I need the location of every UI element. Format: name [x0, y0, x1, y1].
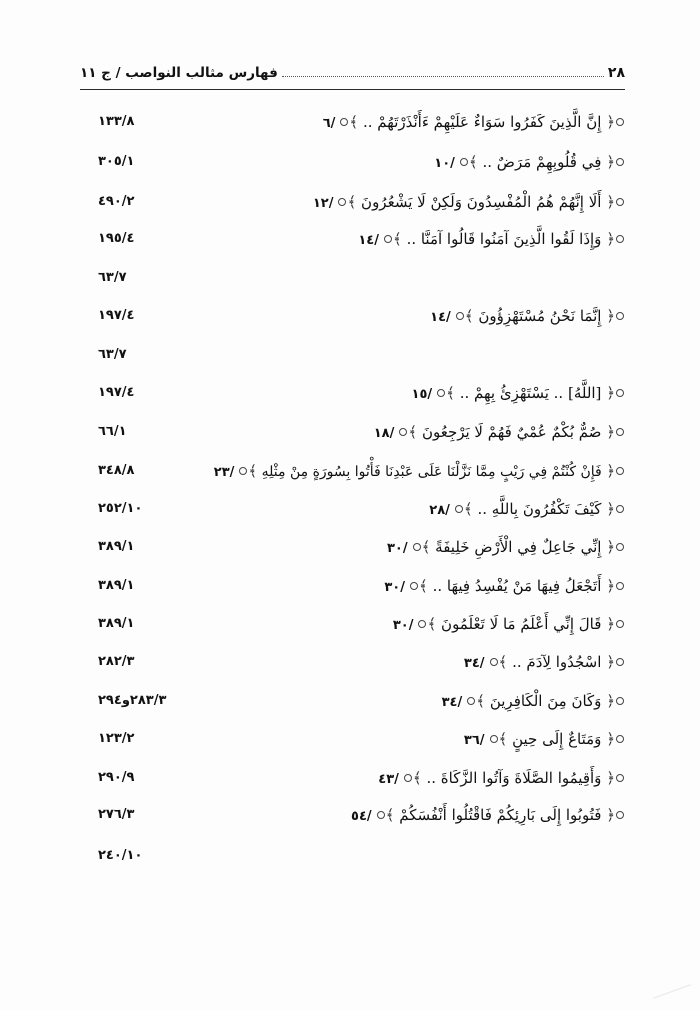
ornament-dot-icon — [616, 620, 624, 628]
index-entry — [90, 612, 625, 636]
index-entry — [90, 574, 625, 598]
ornate-close-bracket: ﴾ — [463, 500, 473, 518]
ornate-close-bracket: ﴾ — [385, 806, 395, 824]
header-rule — [80, 89, 625, 90]
ayah-number: /٣٤ — [463, 656, 485, 671]
ornate-open-bracket: ﴿ — [606, 538, 615, 556]
volume-page-reference: ٣٤٨/٨ — [98, 463, 135, 478]
verse-text: فَتُوبُوا إِلَى بَارِئِكُمْ فَاقْتُلُوا أَنْفُسَكُمْ — [399, 806, 602, 824]
index-entry — [90, 304, 625, 328]
index-entry — [90, 727, 625, 751]
ornate-close-bracket: ﴾ — [347, 193, 357, 211]
volume-page-reference: ٦٣/٧ — [98, 347, 127, 362]
volume-page-reference: ١٣٣/٨ — [98, 114, 135, 129]
ornate-close-bracket: ﴾ — [349, 113, 359, 131]
volume-page-reference: ١٩٧/٤ — [98, 385, 135, 400]
ornament-dot-icon — [437, 389, 445, 397]
ornament-dot-icon — [338, 198, 346, 206]
verse-text: كَيْفَ تَكْفُرُونَ بِاللَّهِ .. — [477, 500, 602, 518]
ornate-open-bracket: ﴿ — [606, 384, 615, 402]
ayah-number: /٣٦ — [463, 733, 485, 748]
quran-verse — [351, 803, 625, 829]
verse-text: إِنَّمَا نَحْنُ مُسْتَهْزِؤُونَ — [478, 307, 602, 325]
verse-text: وَأَقِيمُوا الصَّلَاةَ وَآتُوا الزَّكَاةَ .. — [426, 769, 602, 787]
index-entry — [90, 227, 625, 251]
running-header — [80, 60, 625, 86]
quran-verse — [214, 459, 625, 485]
quran-verse — [313, 190, 625, 216]
verse-text: صُمٌّ بُكْمٌ عُمْيٌ فَهُمْ لَا يَرْجِعُونَ — [421, 423, 602, 441]
ornate-open-bracket: ﴿ — [606, 577, 615, 595]
ornament-dot-icon — [404, 774, 412, 782]
verse-text: أَلَا إِنَّهُمْ هُمُ الْمُفْسِدُونَ وَلَكِنْ لَا يَشْعُرُونَ — [361, 193, 602, 211]
dot-leader — [282, 76, 604, 77]
ornament-dot-icon — [616, 658, 624, 666]
running-title: فهارس مثالب النواصب / ج ١١ — [80, 65, 278, 81]
quran-verse — [434, 150, 625, 176]
ornate-close-bracket: ﴾ — [392, 230, 402, 248]
ornate-close-bracket: ﴾ — [446, 384, 455, 402]
quran-verse — [412, 381, 625, 407]
volume-page-reference: ٢٨٢/٣ — [98, 654, 135, 669]
index-entry — [90, 766, 625, 790]
ornament-dot-icon — [616, 811, 624, 819]
ayah-number: /٣٤ — [441, 695, 463, 710]
ayah-number: /٥٤ — [351, 809, 372, 824]
ayah-number: /٤٣ — [378, 772, 399, 787]
ornate-close-bracket: ﴾ — [498, 653, 508, 671]
volume-page-reference: ٦٦/١ — [98, 424, 127, 439]
ornate-open-bracket: ﴿ — [606, 153, 615, 171]
ornate-close-bracket: ﴾ — [412, 769, 422, 787]
quran-verse — [430, 304, 625, 330]
ornate-close-bracket: ﴾ — [248, 462, 258, 480]
ayah-number: /٢٨ — [429, 503, 450, 518]
index-entry — [90, 689, 625, 713]
ornate-close-bracket: ﴾ — [421, 538, 431, 556]
ornament-dot-icon — [616, 735, 624, 743]
volume-page-reference: ٢٤٠/١٠ — [98, 848, 143, 863]
ayah-number: /٣٠ — [392, 618, 414, 633]
index-entry — [90, 266, 625, 290]
quran-verse — [464, 650, 625, 676]
ornament-dot-icon — [616, 467, 624, 475]
volume-page-reference: ٦٣/٧ — [98, 270, 127, 285]
ornament-dot-icon — [413, 543, 421, 551]
ornate-close-bracket: ﴾ — [464, 307, 474, 325]
ornament-dot-icon — [467, 697, 475, 705]
index-entry — [90, 497, 625, 521]
volume-page-reference: ٢٩٠/٩ — [98, 770, 135, 785]
volume-page-reference: ٢٨٣/٣و٢٩٤ — [98, 693, 167, 708]
ornate-close-bracket: ﴾ — [408, 423, 418, 441]
ornate-open-bracket: ﴿ — [606, 653, 615, 671]
verse-text: إِنَّ الَّذِينَ كَفَرُوا سَوَاءٌ عَلَيْهِمْ ءَأَنْذَرْتَهُمْ .. — [363, 113, 602, 131]
ayah-number: /١٥ — [411, 387, 433, 402]
ornament-dot-icon — [616, 312, 624, 320]
quran-verse — [464, 727, 625, 753]
ornate-open-bracket: ﴿ — [606, 423, 615, 441]
ornate-open-bracket: ﴿ — [606, 462, 615, 480]
index-entry — [90, 459, 625, 483]
ornament-dot-icon — [410, 582, 418, 590]
ornament-dot-icon — [490, 735, 498, 743]
ornate-open-bracket: ﴿ — [606, 307, 615, 325]
quran-verse — [323, 110, 625, 136]
ayah-number: /٢٣ — [213, 465, 235, 480]
verse-text: فِي قُلُوبِهِمْ مَرَضٌ .. — [482, 153, 602, 171]
index-entry — [90, 420, 625, 444]
ornament-dot-icon — [456, 312, 464, 320]
ornate-close-bracket: ﴾ — [498, 730, 508, 748]
ornament-dot-icon — [616, 158, 624, 166]
ornament-dot-icon — [490, 658, 498, 666]
ornate-open-bracket: ﴿ — [606, 730, 615, 748]
volume-page-reference: ٣٨٩/١ — [98, 539, 135, 554]
ornament-dot-icon — [616, 774, 624, 782]
ornament-dot-icon — [616, 505, 624, 513]
ornament-dot-icon — [460, 158, 468, 166]
ornament-dot-icon — [616, 543, 624, 551]
volume-page-reference: ٣٠٥/١ — [98, 154, 135, 169]
quran-verse — [387, 535, 625, 561]
ayah-number: /١٠ — [434, 156, 455, 171]
verse-text: [اللَّهُ] .. يَسْتَهْزِئُ بِهِمْ .. — [459, 384, 602, 402]
ornate-close-bracket: ﴾ — [476, 692, 486, 710]
index-entry — [90, 110, 625, 134]
verse-text: وَإِذَا لَقُوا الَّذِينَ آمَنُوا قَالُوا آمَنَّا .. — [406, 230, 602, 248]
ornate-open-bracket: ﴿ — [606, 692, 615, 710]
page-number: ٢٨ — [607, 65, 625, 81]
ornament-dot-icon — [384, 235, 392, 243]
ayah-number: /١٤ — [358, 233, 379, 248]
ornament-dot-icon — [377, 811, 385, 819]
ayah-number: /٦ — [322, 116, 336, 131]
volume-page-reference: ٢٥٢/١٠ — [98, 501, 143, 516]
ornate-open-bracket: ﴿ — [606, 500, 615, 518]
ornate-close-bracket: ﴾ — [468, 153, 478, 171]
quran-verse — [378, 766, 625, 792]
ornate-open-bracket: ﴿ — [606, 113, 615, 131]
quran-verse — [374, 420, 625, 446]
verse-text: إِنِّي جَاعِلٌ فِي الْأَرْضِ خَلِيفَةً — [435, 538, 602, 556]
quran-verse — [429, 497, 625, 523]
ornament-dot-icon — [616, 697, 624, 705]
ornament-dot-icon — [616, 235, 624, 243]
volume-page-reference: ١٢٣/٢ — [98, 731, 135, 746]
ornament-dot-icon — [399, 428, 407, 436]
ornate-open-bracket: ﴿ — [606, 806, 615, 824]
ornate-open-bracket: ﴿ — [606, 230, 615, 248]
volume-page-reference: ٣٨٩/١ — [98, 578, 135, 593]
verse-text: قَالَ إِنِّي أَعْلَمُ مَا لَا تَعْلَمُونَ — [441, 615, 602, 633]
quran-verse — [442, 689, 625, 715]
index-entry — [90, 803, 625, 827]
quran-verse — [393, 612, 625, 638]
ornament-dot-icon — [616, 428, 624, 436]
ornament-dot-icon — [418, 620, 426, 628]
index-entry — [90, 535, 625, 559]
verse-text: وَكَانَ مِنَ الْكَافِرِينَ — [489, 692, 602, 710]
index-entry — [90, 150, 625, 174]
index-entry — [90, 650, 625, 674]
ornament-dot-icon — [616, 582, 624, 590]
ornate-close-bracket: ﴾ — [419, 577, 428, 595]
ornate-close-bracket: ﴾ — [427, 615, 437, 633]
ayah-number: /٣٠ — [384, 580, 405, 595]
volume-page-reference: ٢٧٦/٣ — [98, 807, 135, 822]
index-entry — [90, 343, 625, 367]
volume-page-reference: ١٩٧/٤ — [98, 308, 135, 323]
ornament-dot-icon — [616, 118, 624, 126]
ornament-dot-icon — [455, 505, 463, 513]
ayah-number: /١٨ — [373, 426, 395, 441]
verse-text: فَإِنْ كُنْتُمْ فِي رَيْبٍ مِمَّا نَزَّلْنَا عَلَى عَبْدِنَا فَأْتُوا بِسُورَةٍ مِنْ مِثْلِهِ — [261, 464, 602, 480]
ornament-dot-icon — [239, 467, 247, 475]
volume-page-reference: ٤٩٠/٢ — [98, 194, 135, 209]
volume-page-reference: ١٩٥/٤ — [98, 231, 135, 246]
index-entry — [90, 844, 625, 868]
ornament-dot-icon — [616, 389, 624, 397]
ornate-open-bracket: ﴿ — [606, 193, 615, 211]
volume-page-reference: ٣٨٩/١ — [98, 616, 135, 631]
index-entry — [90, 190, 625, 214]
ayah-number: /٣٠ — [386, 541, 408, 556]
scan-artifact — [653, 984, 691, 999]
ornament-dot-icon — [616, 198, 624, 206]
ornate-open-bracket: ﴿ — [606, 769, 615, 787]
quran-verse — [358, 227, 625, 253]
ayah-number: /١٤ — [430, 310, 451, 325]
verse-text: وَمَتَاعٌ إِلَى حِينٍ — [512, 730, 602, 748]
verse-text: أَتَجْعَلُ فِيهَا مَنْ يُفْسِدُ فِيهَا .. — [432, 577, 602, 595]
index-entry — [90, 381, 625, 405]
ornate-open-bracket: ﴿ — [606, 615, 615, 633]
ornament-dot-icon — [340, 118, 348, 126]
ayah-number: /١٢ — [312, 196, 334, 211]
verse-text: اسْجُدُوا لِآدَمَ .. — [512, 653, 602, 671]
quran-verse — [384, 574, 625, 600]
